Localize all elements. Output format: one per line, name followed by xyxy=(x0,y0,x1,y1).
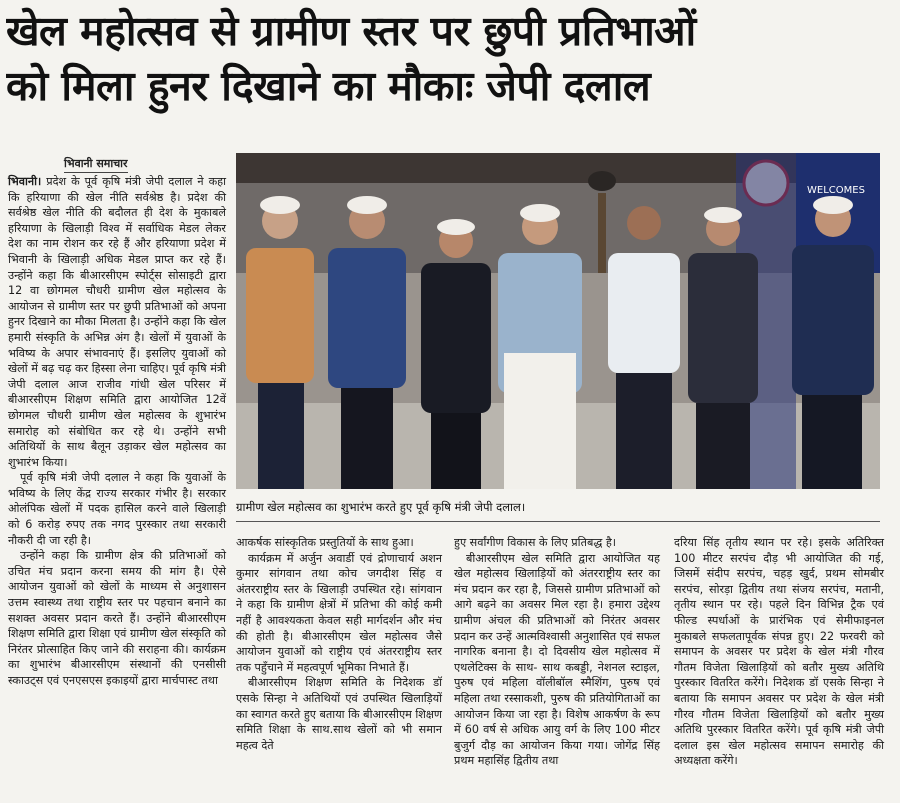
article-column-4 xyxy=(674,535,884,769)
article-column-3 xyxy=(454,535,660,769)
paragraph-text: प्रदेश के पूर्व कृषि मंत्री जेपी दलाल ने कहा कि हरियाणा की खेल नीति सर्वश्रेष्ठ है। प्रदेश की सर्वश्रेष्ठ खेल नीति की बदौलत ही देश के मुकाबले हरियाणा के खिलाड़ी विश्व में सर्वाधिक मेडल लेकर देश का नाम रोशन कर रहे हैं और हरियाणा प्रदेश में भिवानी के खिलाड़ी अधिक मेडल प्राप्त कर रहे हैं। उन्होंने कहा कि बीआरसीएम स्पोर्ट्स सोसाइटी द्वारा 12 वा छोगमल चौधरी ग्रामीण खेल महोत्सव के आयोजन से ग्रामीण स्तर पर छुपी प्रतिभाओं को अपना हुनर दिखाने का मौका मिलता है। उन्होंने कहा कि खेल हमारी संस्कृति के अभिन्न अंग है। खेलों में युवाओं के भविष्य के अपार संभावनाएं हैं। इसलिए युवाओं को खेलों में बढ़ चढ़ कर हिस्सा लेना चाहिए। पूर्व कृषि मंत्री जेपी दलाल आज राजीव गांधी खेल परिसर में बीआरसीएम शिक्षण समिति द्वारा आयोजित 12वें छोगमल चौधरी ग्रामीण खेल महोत्सव के शुभारंभ समारोह को संबोधित कर रहे थे। उन्होंने सभी अतिथियों के साथ बैलून उड़ाकर खेल महोत्सव का शुभारंभ किया। xyxy=(8,175,227,469)
page-bottom-edge xyxy=(0,790,900,803)
paragraph: दरिया सिंह तृतीय स्थान पर रहे। इसके अतिरिक्त 100 मीटर सरपंच दौड़ भी आयोजित की गई, जिसमें संदीप सरपंच, चहड़ खुर्द, प्रथम सोमबीर सरपंच, सोरड़ा द्वितीय तथा संजय सरपंच, मतानी, तृतीय स्थान पर रहे। पहले दिन विभिन्न ट्रैक एवं फील्ड स्पर्धाओं के प्रारंभिक एवं सेमीफाइनल मुकाबले सफलतापूर्वक संपन्न हुए। 22 फरवरी को समापन के अवसर पर प्रदेश के खेल मंत्री गौरव गौतम विजेता खिलाड़ियों को बतौर मुख्य अतिथि पुरस्कार वितरित करेंगे। निदेशक डॉ एसके सिन्हा ने बताया कि समापन अवसर पर प्रदेश के खेल मंत्री गौरव गौतम विजेता खिलाड़ियों को बतौर मुख्य अतिथि पुरस्कार वितरित करेंगे। पूर्व कृषि मंत्री जेपी दलाल इस खेल महोत्सव समापन समारोह की अध्यक्षता करेंगे। xyxy=(674,536,884,768)
byline: भिवानी समाचार xyxy=(64,156,128,173)
article-column-2 xyxy=(236,535,442,753)
headline-line-1: खेल महोत्सव से ग्रामीण स्तर पर छुपी प्रतिभाओं xyxy=(6,7,696,55)
paragraph: उन्होंने कहा कि ग्रामीण क्षेत्र की प्रतिभाओं को उचित मंच प्रदान करना समय की मांग है। ऐसे आयोजन युवाओं को खेलों के माध्यम से अनुशासन उत्तम स्वास्थ्य तथा राष्ट्रीय स्तर पर पहचान बनाने का सशक्त अवसर प्रदान करते हैं। उन्होंने बीआरसीएम शिक्षण समिति द्वारा शिक्षा एवं ग्रामीण खेल संस्कृति को निरंतर प्रोत्साहित किए जाने की सराहना की। कार्यक्रम का शुभारंभ बीआरसीएम संस्थानों की एनसीसी स्काउट्स एवं एनएसएस इकाइयों द्वारा मार्चपास्ट तथा xyxy=(8,549,226,687)
event-photo-illustration xyxy=(236,153,880,489)
paragraph: आकर्षक सांस्कृतिक प्रस्तुतियों के साथ हुआ। xyxy=(236,536,414,549)
paragraph: कार्यक्रम में अर्जुन अवार्डी एवं द्रोणाचार्य अशन कुमार सांगवान तथा कोच जगदीश सिंह व अंतरराष्ट्रीय स्तर के खिलाड़ी उपस्थित रहे। सांगवान ने कहा कि ग्रामीण क्षेत्रों में प्रतिभा की कोई कमी नहीं है आवश्यकता केवल सही मार्गदर्शन और मंच की होती है। बीआरसीएम खेल महोत्सव जैसे आयोजन युवाओं को राष्ट्रीय एवं अंतरराष्ट्रीय स्तर तक पहुँचाने में महत्वपूर्ण भूमिका निभाते हैं। xyxy=(236,551,442,674)
paragraph xyxy=(8,174,226,470)
paragraph: बीआरसीएम खेल समिति द्वारा आयोजित यह खेल महोत्सव खिलाड़ियों को अंतरराष्ट्रीय स्तर का मंच प्रदान कर रहा है, जिससे ग्रामीण प्रतिभाओं को आगे बढ़ने का अवसर मिल रहा है। हमारा उद्देश्य ग्रामीण अंचल की प्रतिभाओं को निरंतर अवसर प्रदान कर उन्हें आत्मविश्वासी अनुशासित एवं सफल नागरिक बनाना है। दो दिवसीय खेल महोत्सव में एथलेटिक्स के साथ- साथ कबड्डी, नेशनल स्टाइल, पुरुष एवं महिला वॉलीबॉल स्मैशिंग, पुरुष एवं महिला तथा रस्साकशी, पुरुष की प्रतियोगिताओं का आयोजन किया जा रहा है। विशेष आकर्षण के रूप में 60 वर्ष से अधिक आयु वर्ग के लिए 100 मीटर बुजुर्ग दौड़ का आयोजन किया गया। जोगेंद्र सिंह प्रथम महासिंह द्वितीय तथा xyxy=(454,551,660,768)
photo-caption: ग्रामीण खेल महोत्सव का शुभारंभ करते हुए पूर्व कृषि मंत्री जेपी दलाल। xyxy=(236,500,880,522)
paragraph: हुए सर्वांगीण विकास के लिए प्रतिबद्ध है। xyxy=(454,536,617,549)
headline-line-2: को मिला हुनर दिखाने का मौकाः जेपी दलाल xyxy=(6,62,651,110)
dateline: भिवानी। xyxy=(8,175,42,188)
headline xyxy=(6,4,894,114)
svg-text:WELCOMES: WELCOMES xyxy=(807,185,865,196)
event-photo xyxy=(236,153,880,489)
paragraph: पूर्व कृषि मंत्री जेपी दलाल ने कहा कि युवाओं के भविष्य के लिए केंद्र राज्य सरकार गंभीर है। सरकार ओलंपिक खेलों में पदक हासिल करने वाले खिलाड़ी को 6 करोड़ रुपए तक नगद पुरस्कार तथा सरकारी नौकरी दी जा रही है। xyxy=(8,471,226,547)
article-column-1 xyxy=(8,174,226,689)
paragraph: बीआरसीएम शिक्षण समिति के निदेशक डॉ एसके सिन्हा ने अतिथियों एवं उपस्थित खिलाड़ियों का स्वागत करते हुए बताया कि बीआरसीएम शिक्षण समिति शिक्षा के साथ.साथ खेलों को भी समान महत्व देते xyxy=(236,676,442,752)
